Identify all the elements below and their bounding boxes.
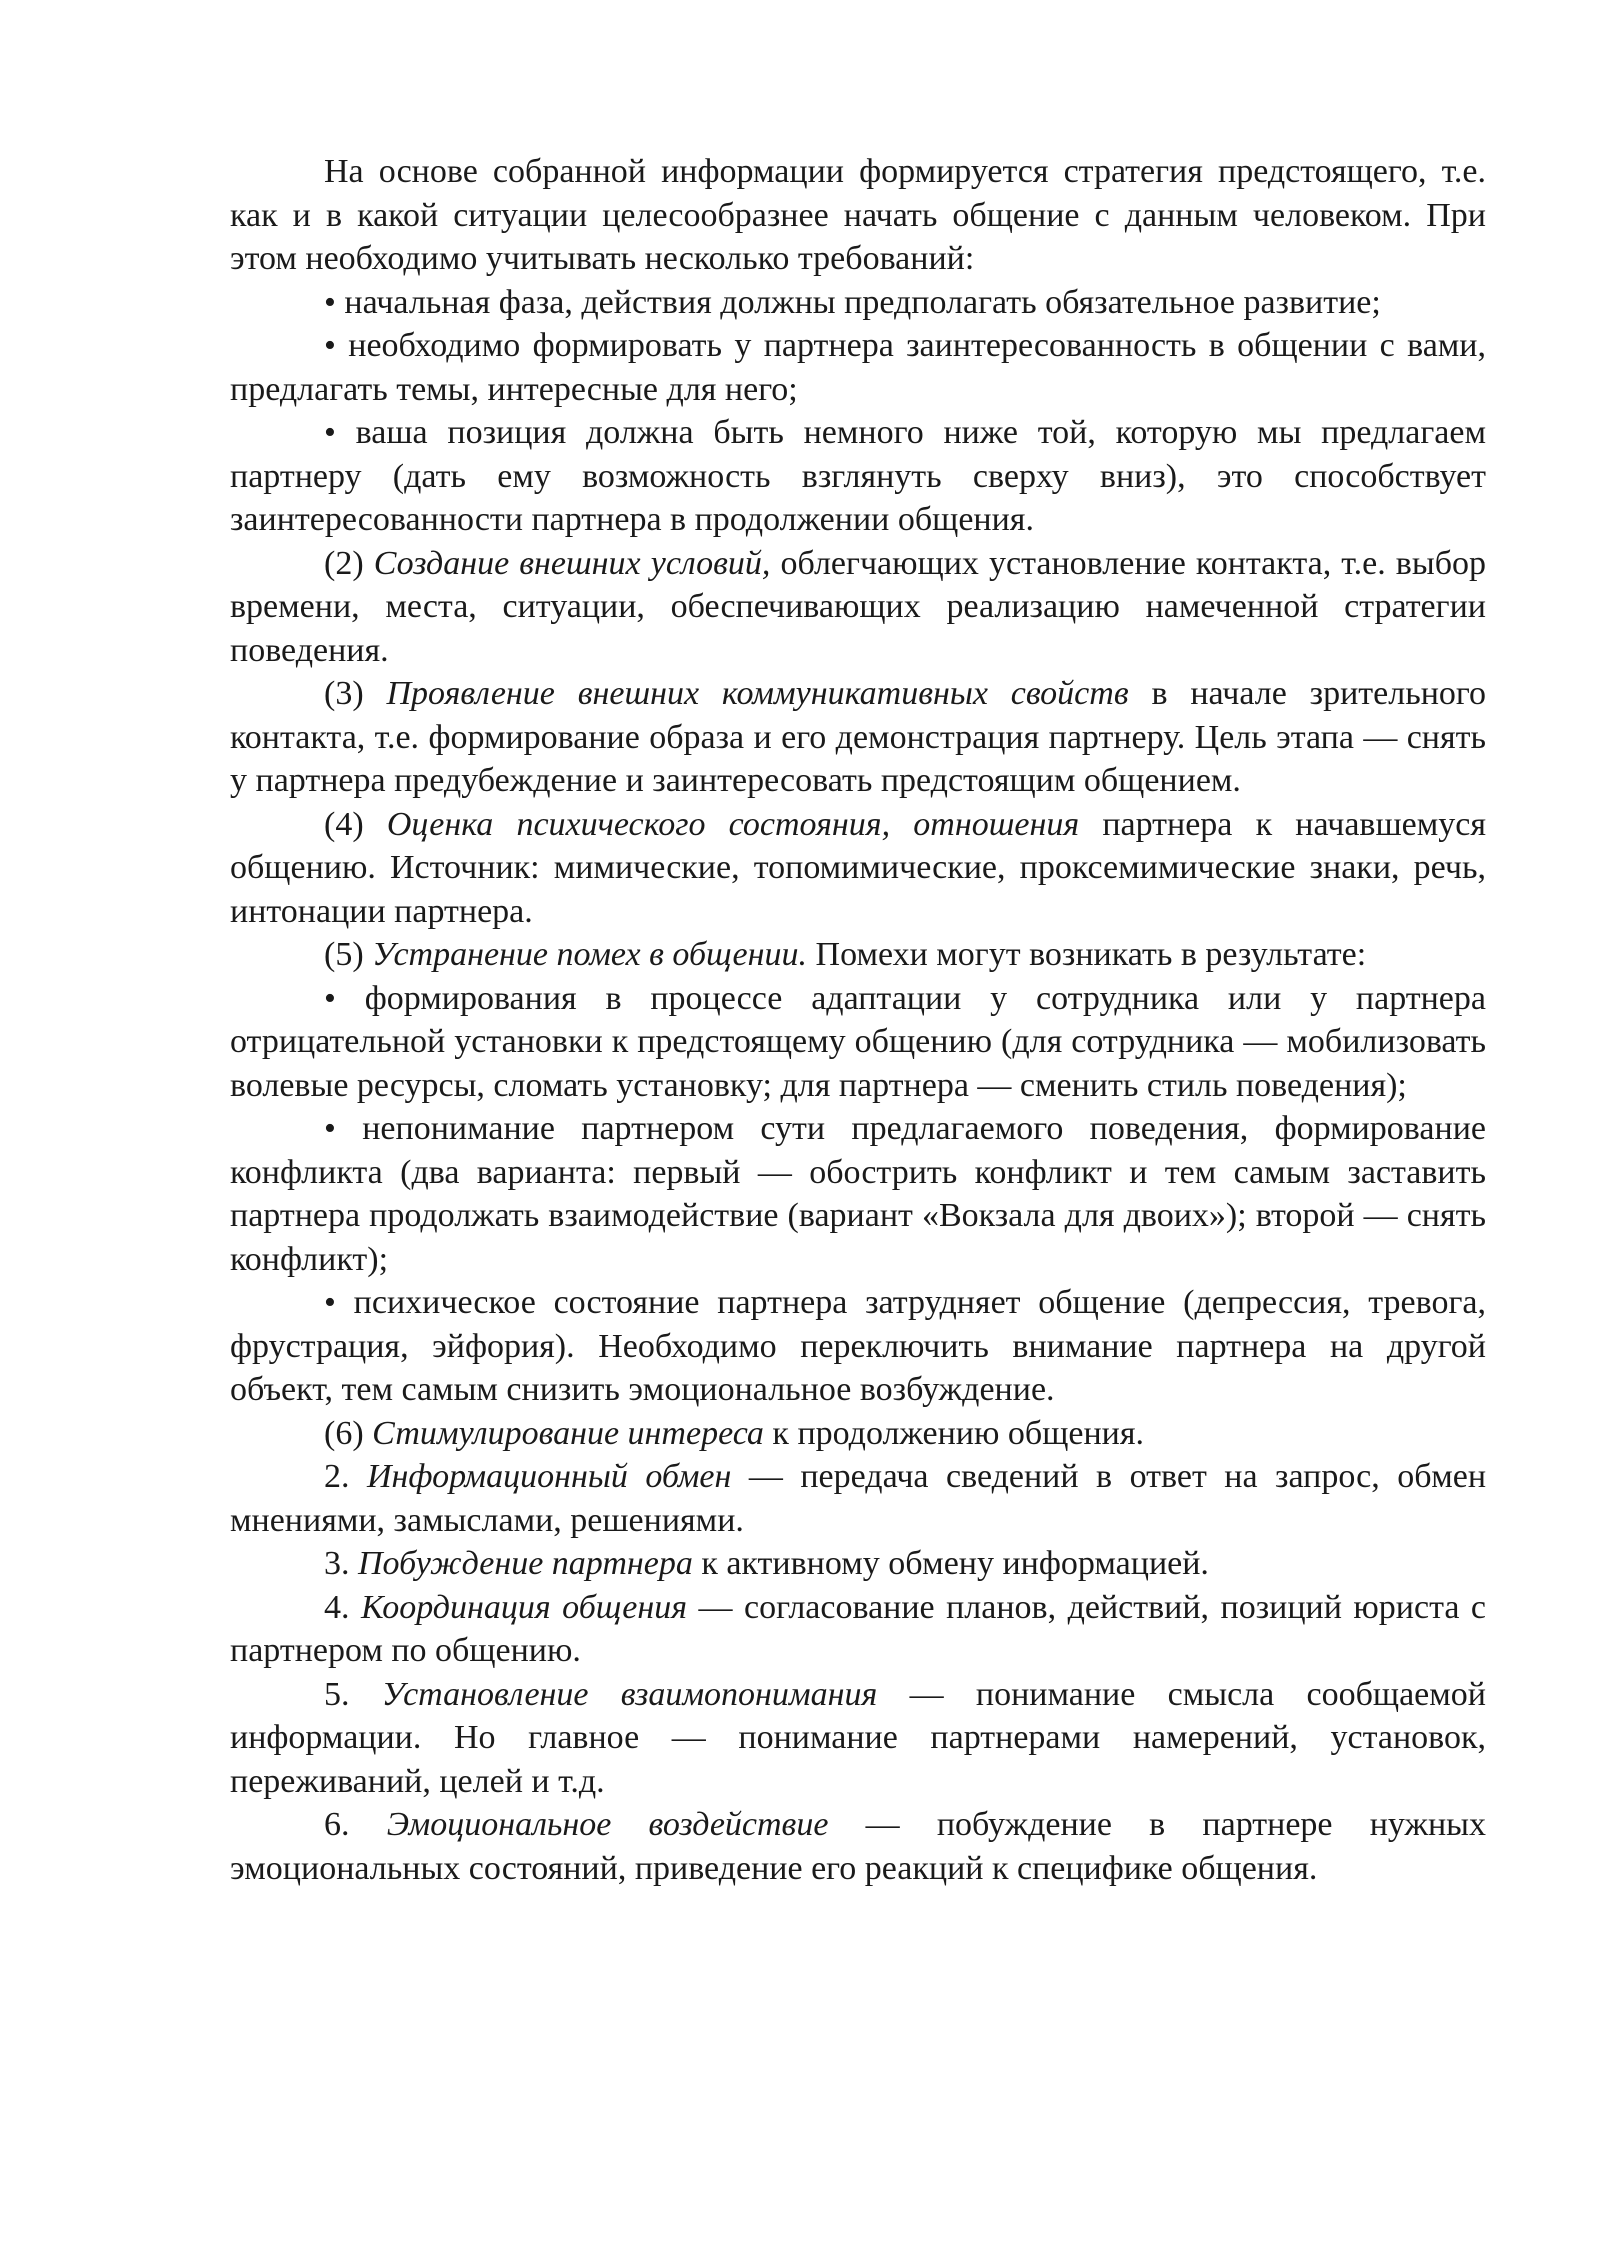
bullet-interest <box>230 324 1486 411</box>
para-text: На основе собранной информации формируется стратегия предстоящего, т.е. как и в какой ситуации целесообразнее начать общение с данным человеком. При этом необходимо учитывать несколько требований: <box>230 153 1486 277</box>
para-text: • непонимание партнером сути предлагаемого поведения, формирование конфликта (два варианта: первый — обострить конфликт и тем самым заставить партнера продолжать взаимодействие (вариант «Вокзала для двоих»); второй — снять конфликт); <box>230 1110 1486 1278</box>
para-text: • необходимо формировать у партнера заинтересованность в общении с вами, предлагать темы, интересные для него; <box>230 327 1486 408</box>
paragraph-noise-removal <box>230 933 1486 977</box>
para-term: Устранение помех в общении. <box>372 936 808 973</box>
para-lead: 4. <box>324 1588 361 1626</box>
para-term: Информационный обмен <box>367 1458 732 1495</box>
para-lead: 3. <box>324 1545 358 1582</box>
para-text: облегчающих установление контакта, т.е. выбор времени, места, ситуации, обеспечивающих реализацию намеченной стратегии поведения. <box>230 544 1486 669</box>
para-text: Помехи могут возникать в результате: <box>807 936 1367 973</box>
para-lead: 6. <box>324 1806 387 1843</box>
para-text: • формирования в процессе адаптации у сотрудника или у партнера отрицательной установки к предстоящему общению (для сотрудника — мобилизовать волевые ресурсы, сломать установку; для партнера — сменить стиль поведения); <box>230 979 1486 1104</box>
para-term: Координация общения <box>360 1588 688 1626</box>
para-text: партнера к начавшемуся общению. Источник: мимические, топомимические, проксемимические знаки, речь, интонации партнера. <box>230 805 1486 930</box>
para-term: Установление взаимопонимания <box>381 1675 878 1713</box>
para-term: Стимулирование интереса <box>372 1414 764 1452</box>
para-text: к продолжению общения. <box>763 1414 1144 1452</box>
para-text: — понимание смысла сообщаемой информации. Но главное — понимание партнерами намерений, установок, переживаний, целей и т.д. <box>230 1675 1486 1800</box>
bullet-position <box>230 411 1486 542</box>
para-term: Эмоциональное воздействие <box>386 1806 829 1843</box>
paragraph-coordination <box>230 1586 1486 1673</box>
paragraph-partner-motivation <box>230 1542 1486 1586</box>
document-page <box>230 150 1486 1890</box>
bullet-negative-attitude <box>230 977 1486 1108</box>
paragraph-state-assessment <box>230 803 1486 934</box>
paragraph-mutual-understanding <box>230 1673 1486 1804</box>
paragraph-strategy <box>230 150 1486 281</box>
bullet-misunderstanding <box>230 1107 1486 1281</box>
para-text: — согласование планов, действий, позиций юриста с партнером по общению. <box>230 1588 1487 1669</box>
para-text: к активному обмену информацией. <box>692 1545 1209 1582</box>
para-term: Оценка психического состояния, отношения <box>386 805 1080 843</box>
bullet-psychic-state <box>230 1281 1486 1412</box>
paragraph-information-exchange <box>230 1455 1486 1542</box>
bullet-initial-phase <box>230 281 1486 325</box>
para-text: • начальная фаза, действия должны предполагать обязательное развитие; <box>324 283 1381 321</box>
para-term: Проявление внешних коммуникативных свойств <box>386 675 1129 712</box>
para-lead: (2) <box>324 544 374 582</box>
para-lead: (4) <box>324 805 387 843</box>
paragraph-emotional-influence <box>230 1803 1486 1890</box>
para-lead: (6) <box>324 1414 373 1452</box>
para-text: в начале зрительного контакта, т.е. формирование образа и его демонстрация партнеру. Цель этапа — снять у партнера предубеждение и заинтересовать предстоящим общением. <box>230 675 1486 799</box>
para-text: • ваша позиция должна быть немного ниже той, которую мы предлагаем партнеру (дать ему возможность взглянуть сверху вниз), это способствует заинтересованности партнера в продолжении общения. <box>230 414 1486 538</box>
para-text: — побуждение в партнере нужных эмоциональных состояний, приведение его реакций к специфике общения. <box>230 1806 1486 1887</box>
para-lead: (5) <box>324 936 373 973</box>
para-lead: (3) <box>324 675 387 712</box>
para-lead: 2. <box>324 1458 367 1495</box>
paragraph-stimulating-interest <box>230 1412 1486 1456</box>
para-text: — передача сведений в ответ на запрос, обмен мнениями, замыслами, решениями. <box>230 1458 1487 1539</box>
paragraph-communicative-properties <box>230 672 1486 803</box>
para-lead: 5. <box>324 1675 382 1713</box>
para-text: • психическое состояние партнера затрудняет общение (депрессия, тревога, фрустрация, эйфория). Необходимо переключить внимание партнера на другой объект, тем самым снизить эмоциональное возбуждение. <box>230 1284 1486 1408</box>
paragraph-external-conditions <box>230 542 1486 673</box>
para-term: Побуждение партнера <box>358 1545 693 1582</box>
para-term: Создание внешних условий, <box>373 544 771 582</box>
